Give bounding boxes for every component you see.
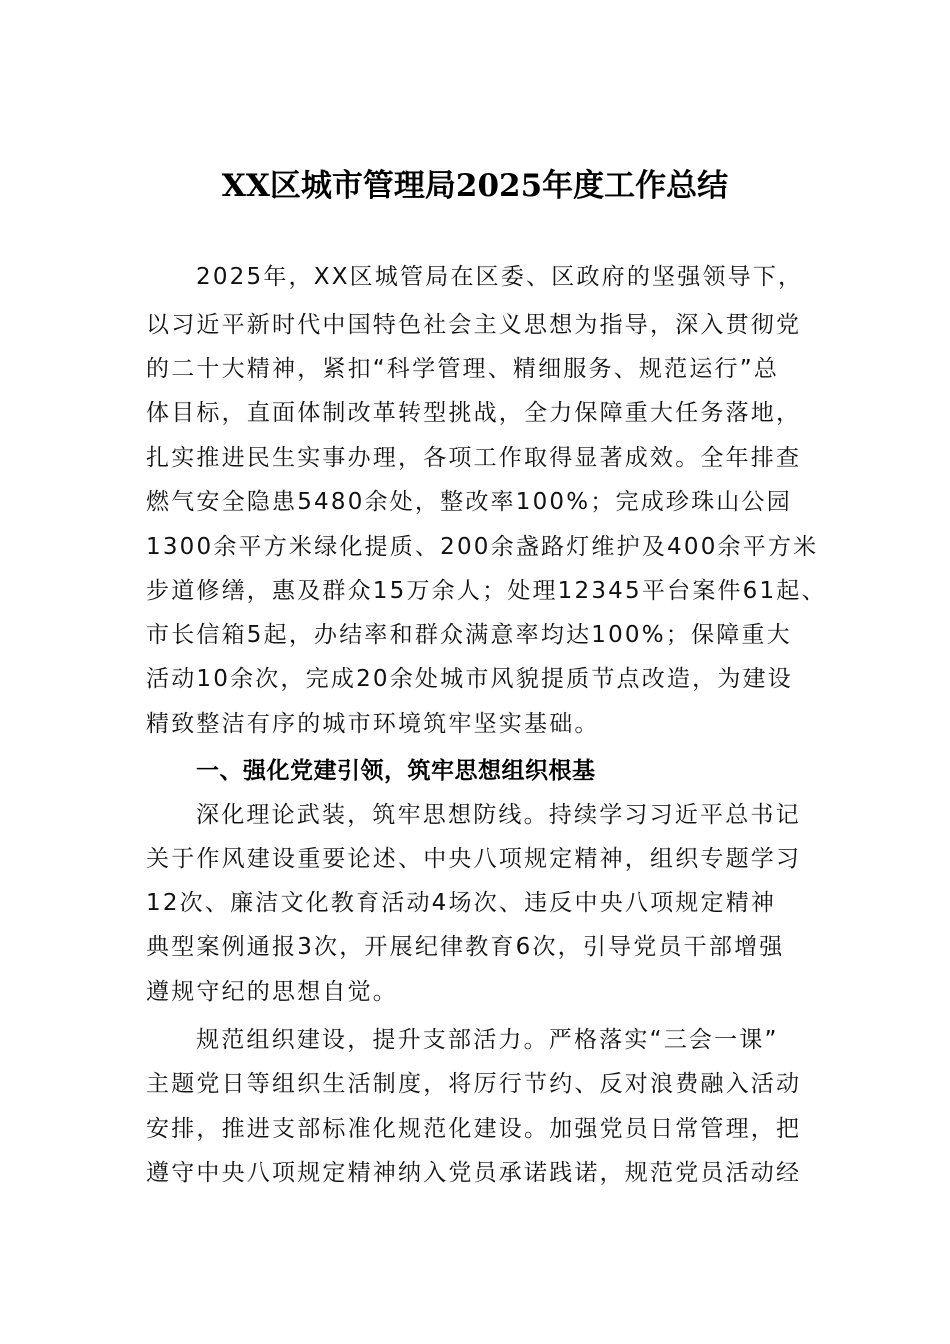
paragraph-line: 以习近平新时代中国特色社会主义思想为指导，深入贯彻党 bbox=[146, 312, 802, 338]
paragraph-line: 1300余平方米绿化提质、200余盏路灯维护及400余平方米 bbox=[146, 534, 819, 560]
paragraph-line: 燃气安全隐患5480余处，整改率100%；完成珍珠山公园 bbox=[146, 489, 792, 515]
paragraph-line: 扎实推进民生实事办理，各项工作取得显著成效。全年排查 bbox=[146, 445, 802, 471]
paragraph-line: 精致整洁有序的城市环境筑牢坚实基础。 bbox=[146, 711, 600, 737]
paragraph-line: 的二十大精神，紧扣“科学管理、精细服务、规范运行”总 bbox=[146, 356, 780, 382]
paragraph-line: 12次、廉洁文化教育活动4场次、违反中央八项规定精神 bbox=[146, 890, 777, 916]
document-title: XX区城市管理局2025年度工作总结 bbox=[221, 168, 729, 204]
paragraph-line: 规范组织建设，提升支部活力。严格落实“三会一课” bbox=[196, 1027, 779, 1053]
paragraph-line: 市长信箱5起，办结率和群众满意率均达100%；保障重大 bbox=[146, 622, 792, 648]
paragraph-line: 活动10余次，完成20余处城市风貌提质节点改造，为建设 bbox=[146, 666, 793, 692]
paragraph-line: 2025年，XX区城管局在区委、区政府的坚强领导下， bbox=[196, 264, 804, 290]
paragraph-line: 典型案例通报3次，开展纪律教育6次，引导党员干部增强 bbox=[146, 934, 785, 960]
paragraph-line: 主题党日等组织生活制度，将厉行节约、反对浪费融入活动 bbox=[146, 1071, 802, 1097]
paragraph-line: 遵守中央八项规定精神纳入党员承诺践诺，规范党员活动经 bbox=[146, 1160, 802, 1186]
paragraph-line: 体目标，直面体制改革转型挑战，全力保障重大任务落地， bbox=[146, 400, 802, 426]
paragraph-line: 关于作风建设重要论述、中央八项规定精神，组织专题学习 bbox=[146, 846, 802, 872]
paragraph-line: 步道修缮，惠及群众15万余人；处理12345平台案件61起、 bbox=[146, 578, 827, 604]
paragraph-line: 深化理论武装，筑牢思想防线。持续学习习近平总书记 bbox=[196, 802, 801, 828]
paragraph-line: 安排，推进支部标准化规范化建设。加强党员日常管理，把 bbox=[146, 1116, 802, 1142]
paragraph-line: 遵规守纪的思想自觉。 bbox=[146, 979, 398, 1005]
section-heading: 一、强化党建引领，筑牢思想组织根基 bbox=[196, 758, 596, 784]
